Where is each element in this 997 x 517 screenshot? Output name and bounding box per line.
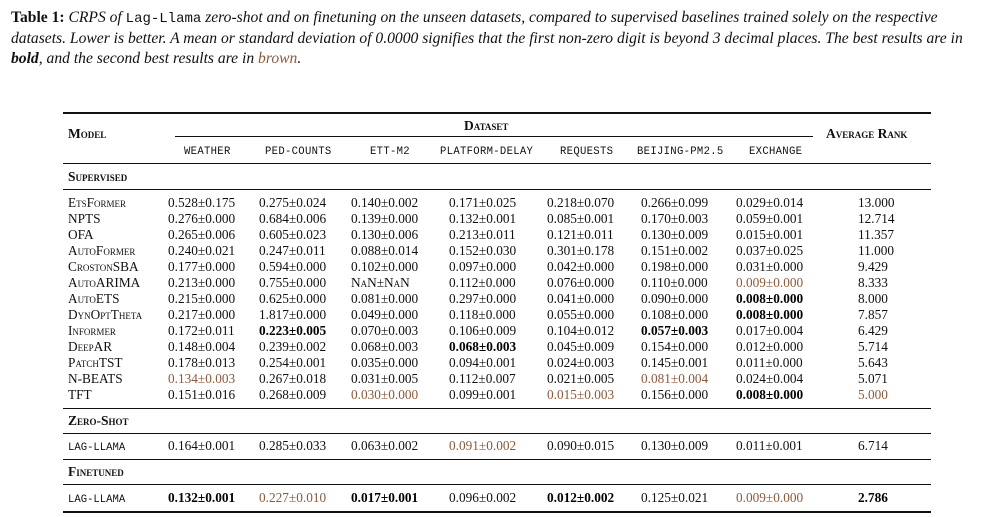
table-cell: 0.041±0.000 [547,291,615,306]
table-cell: 0.139±0.000 [351,211,419,226]
table-cell: 0.223±0.005 [259,323,327,338]
average-rank-cell: 13.000 [858,195,895,210]
table-cell: 0.132±0.001 [168,490,236,505]
table-cell: 0.008±0.000 [736,387,804,402]
table-cell: 0.684±0.006 [259,211,327,226]
table-cell: 0.037±0.025 [736,243,804,258]
model-name: AutoETS [68,291,120,306]
model-name: N-BEATS [68,371,123,386]
table-cell: 0.029±0.014 [736,195,804,210]
average-rank-cell: 12.714 [858,211,895,226]
table-cell: 0.148±0.004 [168,339,236,354]
table-cell: 0.110±0.000 [641,275,708,290]
section-supervised: Supervised [68,169,128,184]
table-cell: 0.605±0.023 [259,227,327,242]
table-cell: 0.021±0.005 [547,371,615,386]
model-name: AutoARIMA [68,275,141,290]
table-cell: 0.275±0.024 [259,195,327,210]
model-header: Model [68,126,107,141]
table-cell: 0.130±0.006 [351,227,419,242]
table-cell: 0.011±0.001 [736,438,803,453]
table-cell: 0.017±0.001 [351,490,419,505]
model-name: CrostonSBA [68,259,139,274]
table-cell: 0.213±0.011 [449,227,516,242]
table-cell: 0.030±0.000 [351,387,419,402]
model-name: EtsFormer [68,195,127,210]
table-cell: 0.178±0.013 [168,355,236,370]
table-cell: 0.154±0.000 [641,339,709,354]
model-name: DynOptTheta [68,307,143,322]
table-cell: 0.265±0.006 [168,227,236,242]
finetuned-rule-bottom [63,484,931,485]
table-cell: 0.099±0.001 [449,387,517,402]
table-cell: 0.017±0.004 [736,323,804,338]
table-cell: 0.068±0.003 [449,339,517,354]
table-cell: 0.213±0.000 [168,275,236,290]
table-cell: 0.012±0.000 [736,339,804,354]
table-cell: 0.266±0.099 [641,195,709,210]
table-caption [11,8,989,69]
model-name: LAG-LLAMA [68,494,126,506]
column-header: EXCHANGE [749,146,803,158]
bottom-rule [63,511,931,513]
caption-model-name: Lag-Llama [125,11,202,27]
table-cell: 0.134±0.003 [168,371,236,386]
table-cell: 0.268±0.009 [259,387,327,402]
table-cell: 0.172±0.011 [168,323,235,338]
average-rank-cell: 11.000 [858,243,895,258]
column-header: BEIJING-PM2.5 [637,146,724,158]
table-cell: 0.085±0.001 [547,211,615,226]
table-cell: 0.097±0.000 [449,259,517,274]
table-cell: 0.217±0.000 [168,307,236,322]
section-finetuned: Finetuned [68,464,124,479]
table-cell: NaN±NaN [351,275,410,290]
table-cell: 0.215±0.000 [168,291,236,306]
zero-shot-rule-top [63,408,931,409]
table-cell: 0.081±0.004 [641,371,709,386]
column-header: PLATFORM-DELAY [440,146,534,158]
table-cell: 0.625±0.000 [259,291,327,306]
table-cell: 0.151±0.002 [641,243,709,258]
model-name: OFA [68,227,94,242]
supervised-rule [63,189,931,190]
average-rank-cell: 5.071 [858,371,888,386]
average-rank-cell: 2.786 [858,490,888,505]
caption-text-4: . [297,50,302,67]
table-cell: 0.121±0.011 [547,227,614,242]
table-cell: 0.057±0.003 [641,323,709,338]
table-cell: 0.145±0.001 [641,355,709,370]
table-cell: 0.106±0.009 [449,323,517,338]
table-cell: 0.152±0.030 [449,243,517,258]
table-cell: 0.297±0.000 [449,291,517,306]
table-cell: 0.177±0.000 [168,259,236,274]
table-cell: 0.076±0.000 [547,275,615,290]
table-cell: 0.009±0.000 [736,490,804,505]
table-cell: 0.012±0.002 [547,490,615,505]
table-cell: 0.755±0.000 [259,275,327,290]
table-cell: 0.008±0.000 [736,291,804,306]
table-cell: 0.068±0.003 [351,339,419,354]
table-cell: 0.132±0.001 [449,211,517,226]
header-rule [63,163,931,164]
table-cell: 0.011±0.000 [736,355,803,370]
table-cell: 0.059±0.001 [736,211,804,226]
model-name: LAG-LLAMA [68,442,126,454]
table-cell: 0.108±0.000 [641,307,709,322]
table-cell: 0.285±0.033 [259,438,327,453]
average-rank-cell: 8.333 [858,275,888,290]
table-cell: 0.008±0.000 [736,307,804,322]
table-cell: 0.009±0.000 [736,275,804,290]
table-cell: 0.130±0.009 [641,438,709,453]
table-cell: 0.118±0.000 [449,307,516,322]
table-cell: 0.171±0.025 [449,195,517,210]
table-cell: 0.239±0.002 [259,339,327,354]
column-header: PED-COUNTS [265,146,332,158]
average-rank-cell: 5.000 [858,387,888,402]
table-cell: 0.164±0.001 [168,438,236,453]
table-cell: 0.042±0.000 [547,259,615,274]
model-name: PatchTST [68,355,123,370]
zero-shot-rule-bottom [63,433,931,434]
table-cell: 0.031±0.005 [351,371,419,386]
table-cell: 0.528±0.175 [168,195,236,210]
table-cell: 0.090±0.000 [641,291,709,306]
table-cell: 0.267±0.018 [259,371,327,386]
caption-bold-word: bold [11,50,39,67]
section-zero-shot: Zero-Shot [68,413,129,428]
average-rank-cell: 7.857 [858,307,888,322]
table-cell: 0.024±0.003 [547,355,615,370]
table-cell: 0.094±0.001 [449,355,517,370]
table-cell: 0.276±0.000 [168,211,236,226]
table-cell: 0.063±0.002 [351,438,419,453]
top-rule [63,112,931,114]
table-cell: 0.015±0.001 [736,227,804,242]
column-header: REQUESTS [560,146,614,158]
table-cell: 0.024±0.004 [736,371,804,386]
table-cell: 0.240±0.021 [168,243,236,258]
table-cell: 0.088±0.014 [351,243,419,258]
table-cell: 0.096±0.002 [449,490,517,505]
average-rank-cell: 5.714 [858,339,888,354]
table-cell: 0.045±0.009 [547,339,615,354]
column-header: ETT-M2 [370,146,410,158]
average-rank-cell: 8.000 [858,291,888,306]
table-cell: 0.301±0.178 [547,243,615,258]
average-rank-cell: 6.714 [858,438,888,453]
model-name: TFT [68,387,92,402]
table-cell: 0.125±0.021 [641,490,709,505]
dataset-underline [175,136,813,137]
table-cell: 0.091±0.002 [449,438,517,453]
table-cell: 0.247±0.011 [259,243,326,258]
average-rank-cell: 9.429 [858,259,888,274]
table-cell: 0.081±0.000 [351,291,419,306]
column-header: WEATHER [184,146,231,158]
table-cell: 0.055±0.000 [547,307,615,322]
table-cell: 0.031±0.000 [736,259,804,274]
caption-brown-word: brown [258,50,298,67]
table-cell: 0.198±0.000 [641,259,709,274]
table-cell: 0.049±0.000 [351,307,419,322]
table-cell: 0.130±0.009 [641,227,709,242]
table-cell: 0.151±0.016 [168,387,236,402]
caption-text-1: CRPS of [64,9,126,26]
caption-text-3: , and the second best results are in [38,50,259,67]
caption-label: Table 1: [11,9,65,26]
table-cell: 0.156±0.000 [641,387,709,402]
table-cell: 0.104±0.012 [547,323,615,338]
table-cell: 0.070±0.003 [351,323,419,338]
table-cell: 0.112±0.007 [449,371,516,386]
table-cell: 1.817±0.000 [259,307,327,322]
average-rank-cell: 11.357 [858,227,895,242]
average-rank-cell: 5.643 [858,355,888,370]
average-rank-cell: 6.429 [858,323,888,338]
table-cell: 0.090±0.015 [547,438,615,453]
table-cell: 0.594±0.000 [259,259,327,274]
table-cell: 0.112±0.000 [449,275,516,290]
table-cell: 0.015±0.003 [547,387,615,402]
table-cell: 0.035±0.000 [351,355,419,370]
table-cell: 0.227±0.010 [259,490,327,505]
model-name: DeepAR [68,339,113,354]
model-name: Informer [68,323,116,338]
model-name: AutoFormer [68,243,136,258]
dataset-header: Dataset [464,118,509,133]
finetuned-rule-top [63,459,931,460]
table-cell: 0.218±0.070 [547,195,615,210]
table-cell: 0.102±0.000 [351,259,419,274]
caption-text-2: zero-shot and on finetuning on the unseen datasets, compared to supervised baselines trained solely on the respective datasets. Lower is better. A mean or standard deviation of 0.0000 signifies that the first non-zero digit is beyond 3 decimal places. The best results are in [11,9,963,47]
table-cell: 0.140±0.002 [351,195,419,210]
average-rank-header: Average Rank [826,126,908,141]
table-cell: 0.254±0.001 [259,355,327,370]
model-name: NPTS [68,211,101,226]
table-cell: 0.170±0.003 [641,211,709,226]
